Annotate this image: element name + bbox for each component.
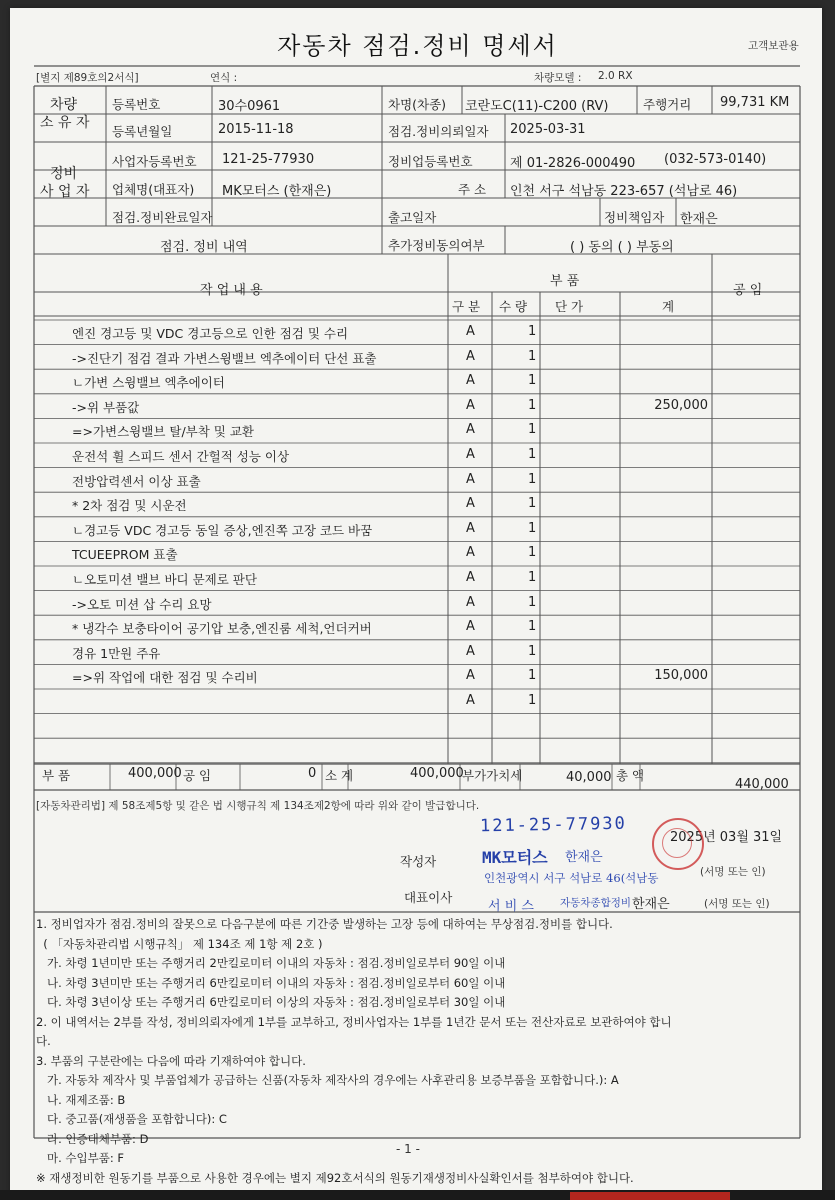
stamp-service-2: 자동차종합정비: [560, 897, 632, 909]
row-type: A: [466, 520, 475, 536]
parts-total-label: 부 품: [42, 768, 71, 783]
row-qty: 1: [528, 447, 537, 462]
parts-total-value: 400,000: [128, 766, 182, 781]
row-type: A: [466, 447, 475, 462]
consent-label: 추가정비동의여부: [388, 238, 485, 253]
stamp-biz-no: 121-25-77930: [479, 813, 627, 837]
model-year-label: 연식 :: [210, 72, 238, 84]
shop-name-value: MK모터스 (한재은): [222, 184, 332, 199]
company-seal-stamp: [652, 818, 704, 870]
note-line: ( 「자동차관리법 시행규칙」 제 134조 제 1항 제 2호 ): [36, 936, 323, 951]
note-line: 가. 차령 1년미만 또는 주행거리 2만킬로미터 이내의 자동차 : 점검.정비일로부터 90일 이내: [36, 956, 506, 970]
rep-sign-note: (서명 또는 인): [704, 898, 770, 910]
row-total: 250,000: [654, 397, 708, 413]
writer-sign-note: (서명 또는 인): [700, 866, 766, 878]
shop-reg-value: 제 01-2826-000490: [510, 156, 636, 171]
labor-total-value: 0: [308, 766, 317, 781]
shop-section-label-2: 사 업 자: [40, 184, 90, 200]
row-qty: 1: [528, 545, 537, 561]
row-description: 전방압력센서 이상 표출: [72, 473, 201, 489]
row-description: ->오토 미션 삽 수리 요망: [72, 596, 212, 612]
manager-value: 한재은: [680, 212, 718, 227]
reg-date-label: 등록년월일: [112, 124, 173, 139]
issue-statement: [자동차관리법] 제 58조제5항 및 같은 법 시행규칙 제 134조제2항에 따라 위와 같이 발급합니다.: [36, 800, 480, 812]
row-description: ->위 부품값: [72, 399, 140, 415]
reg-date-value: 2015-11-18: [218, 122, 294, 137]
row-type: A: [466, 643, 475, 659]
stamp-company-name: MK모터스: [482, 848, 548, 867]
row-description: =>가변스윙밸브 탈/부착 및 교환: [72, 424, 254, 440]
stamp-rep-name: 한재은: [565, 850, 603, 865]
request-date-label: 점검.정비의뢰일자: [388, 124, 489, 139]
shop-phone: (032-573-0140): [664, 152, 767, 167]
row-type: A: [466, 545, 475, 561]
owner-section-label-2: 소 유 자: [40, 115, 90, 131]
grand-total-value: 440,000: [735, 777, 789, 792]
reg-no-value: 30수0961: [218, 99, 281, 114]
note-line: 2. 이 내역서는 2부를 작성, 정비의뢰자에게 1부를 교부하고, 정비사업자는 1부를 1년간 문서 또는 전산자료로 보관하여야 합니: [36, 1014, 672, 1029]
mileage-value: 99,731 KM: [720, 95, 790, 110]
copy-type: 고객보관용: [748, 40, 799, 52]
stamp-service: 서 비 스: [488, 899, 534, 914]
complete-date-label: 점검.정비완료일자: [112, 210, 213, 225]
row-qty: 1: [528, 348, 537, 364]
note-line: 1. 정비업자가 점검.정비의 잘못으로 다음구분에 따른 기간중 발생하는 고장 등에 대하여는 무상점검.정비를 합니다.: [36, 917, 613, 931]
mileage-label: 주행거리: [643, 97, 692, 112]
row-description: ㄴ경고등 VDC 경고등 동일 증상,엔진쪽 고장 코드 바꿈: [72, 522, 373, 538]
row-qty: 1: [528, 643, 537, 659]
rep-name: 한재은: [632, 897, 670, 912]
row-description: ㄴ가변 스윙밸브 엑추에이터: [72, 375, 225, 391]
vat-label: 부가가치세: [462, 768, 523, 783]
row-description: * 2차 점검 및 시운전: [72, 498, 187, 514]
car-name-label: 차명(차종): [388, 97, 447, 112]
vat-value: 40,000: [566, 770, 612, 785]
note-line: 다. 차령 3년이상 또는 주행거리 6만킬로미터 이상의 자동차 : 점검.정비일로부터 30일 이내: [36, 995, 506, 1009]
note-line: 나. 재제조품: B: [36, 1092, 126, 1107]
row-type: A: [466, 619, 475, 635]
note-line: ※ 재생정비한 원동기를 부품으로 사용한 경우에는 별지 제92호서식의 원동기재생정비사실확인서를 첨부하여야 합니다.: [36, 1170, 634, 1185]
vehicle-model-value: 2.0 RX: [598, 70, 633, 82]
shop-name-label: 업체명(대표자): [112, 182, 195, 197]
note-line: 3. 부품의 구분란에는 다음에 따라 기재하여야 합니다.: [36, 1053, 306, 1068]
form-number: [별지 제89호의2서식]: [36, 72, 139, 84]
row-qty: 1: [528, 594, 537, 610]
request-date-value: 2025-03-31: [510, 122, 586, 137]
row-description: 경유 1만원 주유: [72, 645, 161, 661]
note-line: 마. 수입부품: F: [36, 1151, 124, 1165]
grand-total-label: 총 액: [616, 768, 645, 783]
row-description: =>위 작업에 대한 점검 및 수리비: [72, 670, 258, 686]
issue-date: 2025년 03월 31일: [670, 830, 783, 845]
biz-no-label: 사업자등록번호: [112, 154, 197, 169]
release-date-label: 출고일자: [388, 210, 437, 225]
row-description: 엔진 경고등 및 VDC 경고등으로 인한 점검 및 수리: [72, 326, 349, 341]
address-label: 주 소: [458, 182, 487, 197]
row-qty: 1: [528, 324, 537, 339]
note-line: 나. 차령 3년미만 또는 주행거리 6만킬로미터 이내의 자동차 : 점검.정비일로부터 60일 이내: [36, 975, 506, 990]
notes-block: [36, 915, 672, 1188]
note-line: 다.: [36, 1034, 51, 1048]
labor-total-label: 공 임: [183, 768, 212, 783]
row-qty: 1: [528, 520, 537, 536]
note-line: 라. 인증대체부품: D: [36, 1131, 149, 1146]
row-description: 운전석 휠 스피드 센서 간헐적 성능 이상: [72, 449, 290, 464]
row-type: A: [466, 397, 475, 413]
shop-section-label: 정비: [50, 166, 78, 182]
stamp-address: 인천광역시 서구 석남로 46(석남동: [484, 871, 659, 885]
page-title: 자동차 점검.정비 명세서: [277, 32, 558, 60]
row-qty: 1: [528, 668, 537, 684]
row-type: A: [466, 594, 475, 610]
shop-reg-label: 정비업등록번호: [388, 154, 473, 169]
consent-options: ( ) 동의 ( ) 부동의: [570, 240, 674, 255]
row-type: A: [466, 324, 475, 339]
row-type: A: [466, 668, 475, 684]
owner-section-label: 차량: [50, 97, 78, 113]
row-type: A: [466, 373, 475, 389]
column-labor: 공 임: [733, 283, 763, 298]
row-type: A: [466, 496, 475, 512]
writer-label: 작성자: [400, 854, 437, 869]
row-type: A: [466, 471, 475, 487]
row-qty: 1: [528, 619, 537, 635]
row-type: A: [466, 570, 475, 585]
subtotal-value: 400,000: [410, 766, 464, 781]
row-qty: 1: [528, 496, 537, 512]
row-qty: 1: [528, 570, 537, 585]
row-type: A: [466, 348, 475, 364]
row-description: ㄴ오토미션 밸브 바디 문제로 판단: [72, 572, 257, 587]
row-qty: 1: [528, 397, 537, 413]
row-type: A: [466, 693, 475, 708]
subtotal-label: 소 계: [325, 768, 354, 783]
page-number: - 1 -: [396, 1142, 420, 1156]
reg-no-label: 등록번호: [112, 97, 161, 112]
note-line: 가. 자동차 제작사 및 부품업체가 공급하는 신품(자동차 제작사의 경우에는 사후관리용 보증부품을 포함합니다.): A: [36, 1073, 619, 1087]
address-value: 인천 서구 석남동 223-657 (석남로 46): [510, 184, 738, 199]
column-type: 구 분: [452, 299, 481, 314]
biz-no-value: 121-25-77930: [222, 152, 315, 167]
row-description: ->진단기 점검 결과 가변스윙밸브 엑추에이터 단선 표출: [72, 350, 377, 366]
manager-label: 정비책임자: [604, 210, 665, 225]
note-line: 다. 중고품(재생품을 포함합니다): C: [36, 1112, 227, 1126]
column-work: 작 업 내 용: [200, 283, 263, 298]
row-qty: 1: [528, 373, 537, 389]
column-total: 계: [662, 299, 675, 314]
column-qty: 수 량: [499, 299, 528, 314]
row-qty: 1: [528, 471, 537, 487]
rep-label: 대표이사: [404, 890, 453, 905]
column-parts: 부 품: [550, 274, 580, 289]
vehicle-model-label: 차량모델 :: [534, 72, 582, 84]
row-type: A: [466, 422, 475, 438]
row-qty: 1: [528, 693, 537, 708]
row-description: * 냉각수 보충타이어 공기압 보충,엔진룸 세척,언더커버: [72, 621, 372, 637]
row-total: 150,000: [654, 668, 708, 684]
row-description: TCUEEPROM 표출: [72, 547, 178, 563]
detail-section-label: 점검. 정비 내역: [160, 240, 248, 255]
column-unit-price: 단 가: [555, 299, 584, 314]
row-qty: 1: [528, 422, 537, 438]
car-name-value: 코란도C(11)-C200 (RV): [465, 99, 609, 114]
